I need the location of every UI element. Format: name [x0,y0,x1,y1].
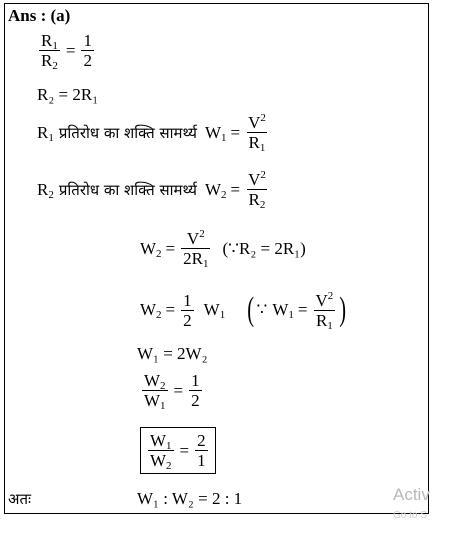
eq-w2-w1-ratio: $\frac{W_2}{W_1}$ = $\frac{1}{2}$ [144,371,200,412]
frac-half: $\frac{1}{2}$ [183,290,192,330]
because-note-w1: ( ∵ $W_1$ = $\frac{V^2}{R_1}$ ) [247,289,347,332]
frac-v2-r1: $\frac{V^2}{R_1}$ [248,112,266,154]
eq-w2-half-w1: $W_2$ = $\frac{1}{2}$ $W_1$ ( ∵ $W_1$ = $\frac{V^2}{R_1}$ ) [140,290,349,330]
frac-two-one: $\frac{2}{1}$ [197,431,206,470]
hindi-power-label-1: प्रतिरोध का शक्ति सामर्थ्य [58,123,197,142]
answer-label: Ans : (a) [8,6,71,25]
frac-v2-r2: $\frac{V^2}{R_2}$ [248,169,266,211]
hindi-power-label-2: प्रतिरोध का शक्ति सामर्थ्य [58,180,197,199]
activate-watermark-sub: Go to S [393,510,427,521]
eq-power-w2: $R_2$ प्रतिरोध का शक्ति सामर्थ्य $W_2$ = $\frac{V^2}{R_2}$ [37,169,266,211]
frac-v2-2r1: $\frac{V^2}{2R_1}$ [183,228,209,270]
frac-r1-r2: $\frac{R_1}{R_2}$ [41,31,58,72]
final-ratio: W₁ : W₂ = 2 : 1 [137,489,243,508]
frac-v2-r1-note: $\frac{V^2}{R_1}$ [315,289,334,332]
frac-one-half: $\frac{1}{2}$ [83,31,92,70]
eq-resistance-ratio: $\frac{R_1}{R_2}$ = $\frac{1}{2}$ [41,31,92,72]
eq-r2-equals-2r1: R₂ = 2R₁ [37,85,99,104]
boxed-result: $\frac{W_1}{W_2}$ = $\frac{2}{1}$ [140,427,216,474]
eq-w2-substituted: $W_2$ = $\frac{V^2}{2R_1}$ (∵R₂ = 2R₁) [140,228,306,270]
eq-w1-equals-2w2: W₁ = 2W₂ [137,344,208,363]
because-note-r2: (∵R₂ = 2R₁) [222,238,306,258]
activate-watermark: Activ [393,485,430,504]
frac-w2-w1: $\frac{W_2}{W_1}$ [144,371,166,412]
eq-power-w1: $R_1$ प्रतिरोध का शक्ति सामर्थ्य $W_1$ = $\frac{V^2}{R_1}$ [37,112,266,154]
frac-one-half-2: $\frac{1}{2}$ [191,371,200,410]
hindi-therefore: अतः [8,490,32,508]
frac-w1-w2: $\frac{W_1}{W_2}$ [150,431,172,472]
